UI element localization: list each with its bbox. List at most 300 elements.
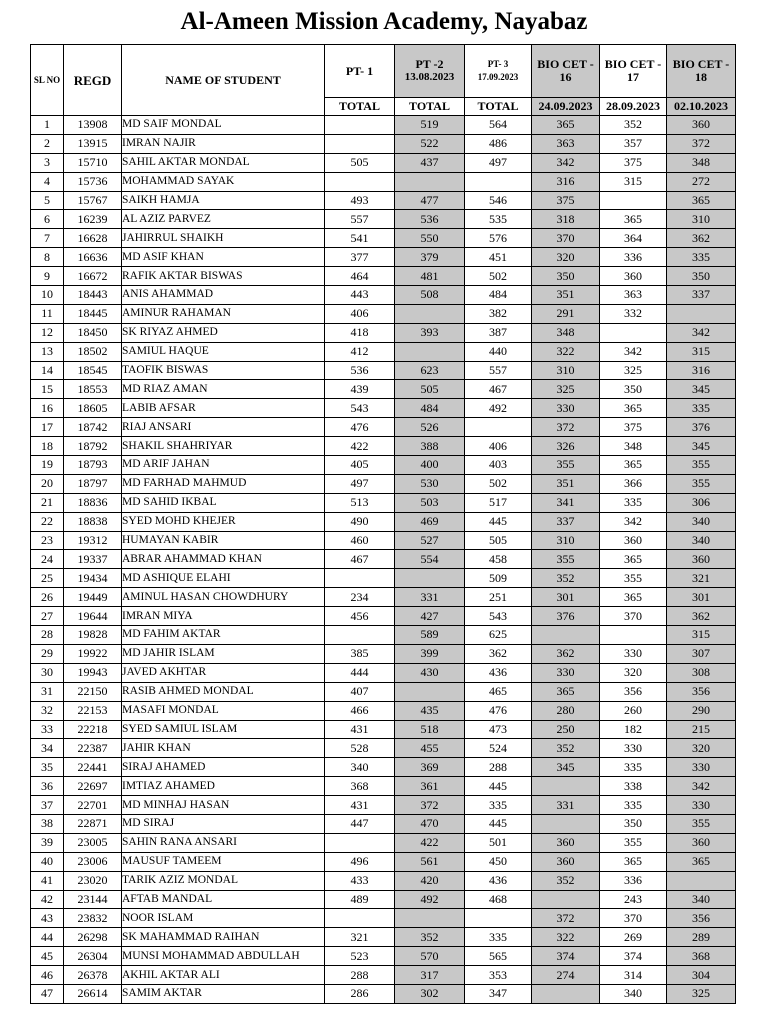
cell-cet16: 330 (532, 399, 600, 418)
cell-student-name: MD RIAZ AMAN (122, 380, 325, 399)
cell-regd: 18502 (64, 342, 122, 361)
cell-cet18: 215 (667, 720, 736, 739)
cell-cet16: 372 (532, 418, 600, 437)
cell-cet17: 365 (600, 852, 667, 871)
cell-student-name: NOOR ISLAM (122, 909, 325, 928)
cell-regd: 19312 (64, 531, 122, 550)
cell-regd: 22150 (64, 682, 122, 701)
cell-cet18: 306 (667, 493, 736, 512)
cell-cet16: 351 (532, 474, 600, 493)
table-row (31, 663, 736, 682)
cell-regd: 22871 (64, 814, 122, 833)
table-body (31, 116, 736, 1004)
cell-cet18: 315 (667, 626, 736, 645)
header-cet17-date: 28.09.2023 (600, 98, 667, 116)
cell-pt2: 372 (395, 796, 465, 815)
cell-student-name: AMINUL HASAN CHOWDHURY (122, 588, 325, 607)
cell-student-name: MD FARHAD MAHMUD (122, 474, 325, 493)
cell-pt1: 234 (325, 588, 395, 607)
cell-pt1 (325, 569, 395, 588)
cell-student-name: RAFIK AKTAR BISWAS (122, 267, 325, 286)
cell-student-name: SAMIUL HAQUE (122, 342, 325, 361)
cell-pt1: 340 (325, 758, 395, 777)
cell-pt1: 456 (325, 607, 395, 626)
cell-sl-no: 31 (31, 682, 64, 701)
cell-regd: 22153 (64, 701, 122, 720)
cell-regd: 26378 (64, 966, 122, 985)
table-row (31, 229, 736, 248)
cell-pt2: 518 (395, 720, 465, 739)
cell-student-name: RIAJ ANSARI (122, 418, 325, 437)
cell-pt1 (325, 134, 395, 153)
table-header (31, 45, 736, 116)
cell-cet16: 352 (532, 871, 600, 890)
cell-pt3: 543 (465, 607, 532, 626)
cell-cet17: 320 (600, 663, 667, 682)
cell-sl-no: 17 (31, 418, 64, 437)
table-row (31, 380, 736, 399)
cell-student-name: SK RIYAZ AHMED (122, 323, 325, 342)
cell-pt3: 445 (465, 777, 532, 796)
cell-sl-no: 6 (31, 210, 64, 229)
cell-regd: 19337 (64, 550, 122, 569)
cell-student-name: SYED MOHD KHEJER (122, 512, 325, 531)
cell-cet18: 345 (667, 437, 736, 456)
header-pt2-total: TOTAL (395, 98, 465, 116)
cell-cet16: 355 (532, 550, 600, 569)
cell-cet16: 360 (532, 833, 600, 852)
cell-pt3: 524 (465, 739, 532, 758)
cell-pt1: 466 (325, 701, 395, 720)
cell-pt3: 535 (465, 210, 532, 229)
cell-student-name: MAUSUF TAMEEM (122, 852, 325, 871)
table-row (31, 701, 736, 720)
table-row (31, 814, 736, 833)
cell-cet17: 364 (600, 229, 667, 248)
cell-cet16: 352 (532, 739, 600, 758)
table-row (31, 493, 736, 512)
table-row (31, 947, 736, 966)
table-row (31, 720, 736, 739)
cell-cet17: 336 (600, 871, 667, 890)
table-row (31, 210, 736, 229)
cell-sl-no: 35 (31, 758, 64, 777)
header-cet18: BIO CET - 18 (667, 45, 736, 98)
cell-pt2 (395, 304, 465, 323)
cell-pt1: 444 (325, 663, 395, 682)
cell-cet16 (532, 626, 600, 645)
cell-student-name: TAOFIK BISWAS (122, 361, 325, 380)
cell-pt1: 464 (325, 267, 395, 286)
table-row (31, 134, 736, 153)
table-row (31, 777, 736, 796)
cell-sl-no: 37 (31, 796, 64, 815)
cell-pt1: 439 (325, 380, 395, 399)
table-row (31, 323, 736, 342)
cell-cet17: 340 (600, 984, 667, 1003)
cell-regd: 18450 (64, 323, 122, 342)
cell-cet18: 335 (667, 399, 736, 418)
cell-student-name: ANIS AHAMMAD (122, 286, 325, 305)
cell-cet18: 304 (667, 966, 736, 985)
table-row (31, 928, 736, 947)
cell-student-name: MD MINHAJ HASAN (122, 796, 325, 815)
cell-pt1: 406 (325, 304, 395, 323)
cell-pt1: 286 (325, 984, 395, 1003)
cell-sl-no: 34 (31, 739, 64, 758)
cell-cet17: 355 (600, 569, 667, 588)
cell-pt2: 352 (395, 928, 465, 947)
cell-cet16: 342 (532, 153, 600, 172)
cell-cet18: 310 (667, 210, 736, 229)
cell-cet16: 363 (532, 134, 600, 153)
table-row (31, 852, 736, 871)
cell-cet17: 335 (600, 796, 667, 815)
header-pt2-label: PT -2 (415, 57, 444, 71)
cell-sl-no: 11 (31, 304, 64, 323)
cell-student-name: RASIB AHMED MONDAL (122, 682, 325, 701)
cell-regd: 23005 (64, 833, 122, 852)
cell-sl-no: 19 (31, 456, 64, 475)
cell-cet17: 182 (600, 720, 667, 739)
cell-sl-no: 14 (31, 361, 64, 380)
cell-cet17: 366 (600, 474, 667, 493)
cell-sl-no: 36 (31, 777, 64, 796)
cell-cet16: 318 (532, 210, 600, 229)
cell-cet17 (600, 323, 667, 342)
cell-sl-no: 9 (31, 267, 64, 286)
cell-regd: 19644 (64, 607, 122, 626)
cell-cet18: 348 (667, 153, 736, 172)
cell-pt1: 422 (325, 437, 395, 456)
cell-sl-no: 39 (31, 833, 64, 852)
cell-cet18: 321 (667, 569, 736, 588)
cell-cet17: 330 (600, 739, 667, 758)
cell-pt3: 335 (465, 796, 532, 815)
cell-sl-no: 16 (31, 399, 64, 418)
cell-pt3: 353 (465, 966, 532, 985)
cell-student-name: HUMAYAN KABIR (122, 531, 325, 550)
cell-sl-no: 46 (31, 966, 64, 985)
table-row (31, 512, 736, 531)
cell-pt3: 445 (465, 814, 532, 833)
cell-cet16: 326 (532, 437, 600, 456)
cell-pt2: 589 (395, 626, 465, 645)
cell-cet18: 325 (667, 984, 736, 1003)
cell-regd: 19434 (64, 569, 122, 588)
cell-sl-no: 41 (31, 871, 64, 890)
cell-pt2: 420 (395, 871, 465, 890)
cell-cet18: 340 (667, 512, 736, 531)
header-sl-no: SL NO (31, 45, 64, 116)
cell-cet17: 375 (600, 418, 667, 437)
cell-sl-no: 30 (31, 663, 64, 682)
cell-pt3: 502 (465, 474, 532, 493)
cell-cet18: 272 (667, 172, 736, 191)
cell-pt3: 387 (465, 323, 532, 342)
cell-regd: 19828 (64, 626, 122, 645)
cell-pt2: 331 (395, 588, 465, 607)
cell-cet18: 307 (667, 644, 736, 663)
cell-student-name: MD SIRAJ (122, 814, 325, 833)
cell-pt1: 431 (325, 796, 395, 815)
cell-regd: 18553 (64, 380, 122, 399)
cell-pt2: 530 (395, 474, 465, 493)
cell-pt2: 505 (395, 380, 465, 399)
cell-cet18: 360 (667, 550, 736, 569)
cell-student-name: IMTIAZ AHAMED (122, 777, 325, 796)
cell-sl-no: 7 (31, 229, 64, 248)
cell-cet17: 325 (600, 361, 667, 380)
cell-student-name: SIRAJ AHAMED (122, 758, 325, 777)
cell-cet17: 365 (600, 399, 667, 418)
table-row (31, 456, 736, 475)
cell-student-name: JAVED AKHTAR (122, 663, 325, 682)
cell-regd: 23832 (64, 909, 122, 928)
cell-cet17: 357 (600, 134, 667, 153)
cell-sl-no: 47 (31, 984, 64, 1003)
cell-cet17: 352 (600, 116, 667, 135)
cell-student-name: MD ARIF JAHAN (122, 456, 325, 475)
cell-cet18: 355 (667, 474, 736, 493)
cell-cet18: 356 (667, 909, 736, 928)
cell-pt1: 528 (325, 739, 395, 758)
cell-cet16: 331 (532, 796, 600, 815)
header-pt3-total: TOTAL (465, 98, 532, 116)
cell-student-name: SAHIL AKTAR MONDAL (122, 153, 325, 172)
cell-pt1: 407 (325, 682, 395, 701)
cell-sl-no: 28 (31, 626, 64, 645)
cell-student-name: JAHIR KHAN (122, 739, 325, 758)
cell-cet18: 330 (667, 796, 736, 815)
table-row (31, 437, 736, 456)
cell-sl-no: 1 (31, 116, 64, 135)
cell-sl-no: 4 (31, 172, 64, 191)
cell-cet18: 290 (667, 701, 736, 720)
cell-sl-no: 20 (31, 474, 64, 493)
cell-cet18 (667, 871, 736, 890)
cell-regd: 22697 (64, 777, 122, 796)
cell-cet17: 360 (600, 531, 667, 550)
cell-cet17: 336 (600, 248, 667, 267)
cell-cet17: 330 (600, 644, 667, 663)
cell-cet18: 315 (667, 342, 736, 361)
cell-sl-no: 2 (31, 134, 64, 153)
cell-cet17 (600, 191, 667, 210)
cell-pt2: 527 (395, 531, 465, 550)
cell-cet18: 372 (667, 134, 736, 153)
cell-pt1: 405 (325, 456, 395, 475)
table-row (31, 267, 736, 286)
cell-sl-no: 24 (31, 550, 64, 569)
cell-pt3: 557 (465, 361, 532, 380)
cell-sl-no: 26 (31, 588, 64, 607)
cell-pt2: 519 (395, 116, 465, 135)
cell-cet16: 274 (532, 966, 600, 985)
cell-sl-no: 45 (31, 947, 64, 966)
cell-cet16: 372 (532, 909, 600, 928)
cell-sl-no: 3 (31, 153, 64, 172)
cell-pt2: 430 (395, 663, 465, 682)
cell-cet17: 370 (600, 909, 667, 928)
cell-pt1: 321 (325, 928, 395, 947)
table-row (31, 550, 736, 569)
header-cet16-date: 24.09.2023 (532, 98, 600, 116)
cell-pt3: 505 (465, 531, 532, 550)
table-row (31, 644, 736, 663)
cell-pt2: 477 (395, 191, 465, 210)
cell-cet18: 342 (667, 777, 736, 796)
cell-cet17: 348 (600, 437, 667, 456)
cell-regd: 13915 (64, 134, 122, 153)
cell-regd: 22387 (64, 739, 122, 758)
cell-student-name: TARIK AZIZ MONDAL (122, 871, 325, 890)
cell-regd: 26298 (64, 928, 122, 947)
cell-pt2: 492 (395, 890, 465, 909)
cell-cet18: 308 (667, 663, 736, 682)
cell-cet17: 342 (600, 512, 667, 531)
table-row (31, 569, 736, 588)
cell-regd: 22701 (64, 796, 122, 815)
cell-pt3: 382 (465, 304, 532, 323)
cell-cet16 (532, 777, 600, 796)
header-pt3 (465, 45, 532, 98)
cell-cet18: 330 (667, 758, 736, 777)
header-cet17: BIO CET - 17 (600, 45, 667, 98)
cell-pt3 (465, 909, 532, 928)
table-row (31, 588, 736, 607)
cell-regd: 16672 (64, 267, 122, 286)
cell-pt2: 455 (395, 739, 465, 758)
cell-pt2: 550 (395, 229, 465, 248)
cell-pt1: 467 (325, 550, 395, 569)
cell-pt3: 347 (465, 984, 532, 1003)
cell-regd: 19943 (64, 663, 122, 682)
table-row (31, 191, 736, 210)
cell-cet18: 360 (667, 116, 736, 135)
cell-pt1: 433 (325, 871, 395, 890)
cell-cet17: 375 (600, 153, 667, 172)
cell-pt2 (395, 682, 465, 701)
cell-pt1 (325, 116, 395, 135)
cell-cet18: 316 (667, 361, 736, 380)
cell-cet16: 291 (532, 304, 600, 323)
cell-cet16: 352 (532, 569, 600, 588)
cell-cet18: 360 (667, 833, 736, 852)
cell-pt2: 623 (395, 361, 465, 380)
cell-cet16: 320 (532, 248, 600, 267)
page-title: Al-Ameen Mission Academy, Nayabaz (180, 8, 588, 35)
cell-pt1: 412 (325, 342, 395, 361)
cell-cet17: 365 (600, 210, 667, 229)
cell-student-name: SYED SAMIUL ISLAM (122, 720, 325, 739)
cell-cet16: 362 (532, 644, 600, 663)
marks-table (30, 44, 736, 1004)
cell-pt2: 302 (395, 984, 465, 1003)
cell-cet16: 337 (532, 512, 600, 531)
cell-pt1: 513 (325, 493, 395, 512)
cell-sl-no: 10 (31, 286, 64, 305)
cell-cet16: 374 (532, 947, 600, 966)
cell-pt1: 418 (325, 323, 395, 342)
cell-pt1: 443 (325, 286, 395, 305)
cell-cet16: 370 (532, 229, 600, 248)
header-pt1-total: TOTAL (325, 98, 395, 116)
cell-pt3: 473 (465, 720, 532, 739)
cell-regd: 15710 (64, 153, 122, 172)
cell-pt3 (465, 172, 532, 191)
cell-pt1: 385 (325, 644, 395, 663)
table-row (31, 342, 736, 361)
header-pt2-date: 13.08.2023 (404, 71, 455, 83)
cell-sl-no: 8 (31, 248, 64, 267)
cell-pt2 (395, 909, 465, 928)
cell-pt3 (465, 418, 532, 437)
cell-cet18: 350 (667, 267, 736, 286)
cell-pt1: 476 (325, 418, 395, 437)
cell-regd: 18792 (64, 437, 122, 456)
cell-student-name: ABRAR AHAMMAD KHAN (122, 550, 325, 569)
cell-pt2: 522 (395, 134, 465, 153)
cell-cet16: 375 (532, 191, 600, 210)
cell-pt3: 288 (465, 758, 532, 777)
cell-pt1: 489 (325, 890, 395, 909)
table-row (31, 626, 736, 645)
cell-cet17: 332 (600, 304, 667, 323)
cell-cet16: 301 (532, 588, 600, 607)
cell-pt2: 508 (395, 286, 465, 305)
cell-pt2: 317 (395, 966, 465, 985)
header-pt2 (395, 45, 465, 98)
cell-regd: 16239 (64, 210, 122, 229)
cell-pt3: 476 (465, 701, 532, 720)
cell-pt3: 335 (465, 928, 532, 947)
cell-sl-no: 29 (31, 644, 64, 663)
cell-pt3: 517 (465, 493, 532, 512)
cell-pt3: 625 (465, 626, 532, 645)
cell-cet16: 351 (532, 286, 600, 305)
cell-regd: 22218 (64, 720, 122, 739)
cell-cet17: 365 (600, 588, 667, 607)
cell-regd: 18838 (64, 512, 122, 531)
cell-pt1: 523 (325, 947, 395, 966)
table-row (31, 399, 736, 418)
cell-cet17: 335 (600, 758, 667, 777)
cell-pt2: 379 (395, 248, 465, 267)
cell-student-name: MOHAMMAD SAYAK (122, 172, 325, 191)
cell-regd: 15736 (64, 172, 122, 191)
cell-cet18: 365 (667, 191, 736, 210)
cell-student-name: AL AZIZ PARVEZ (122, 210, 325, 229)
cell-cet17: 356 (600, 682, 667, 701)
cell-cet17: 365 (600, 456, 667, 475)
cell-sl-no: 18 (31, 437, 64, 456)
cell-pt2: 484 (395, 399, 465, 418)
header-pt1: PT- 1 (325, 45, 395, 98)
cell-cet17: 365 (600, 550, 667, 569)
cell-cet17: 338 (600, 777, 667, 796)
cell-cet16: 322 (532, 928, 600, 947)
table-row (31, 909, 736, 928)
cell-cet18: 340 (667, 531, 736, 550)
cell-pt2 (395, 172, 465, 191)
cell-pt2: 503 (395, 493, 465, 512)
cell-cet16: 345 (532, 758, 600, 777)
cell-sl-no: 40 (31, 852, 64, 871)
header-cet18-date: 02.10.2023 (667, 98, 736, 116)
cell-sl-no: 5 (31, 191, 64, 210)
cell-cet16 (532, 890, 600, 909)
